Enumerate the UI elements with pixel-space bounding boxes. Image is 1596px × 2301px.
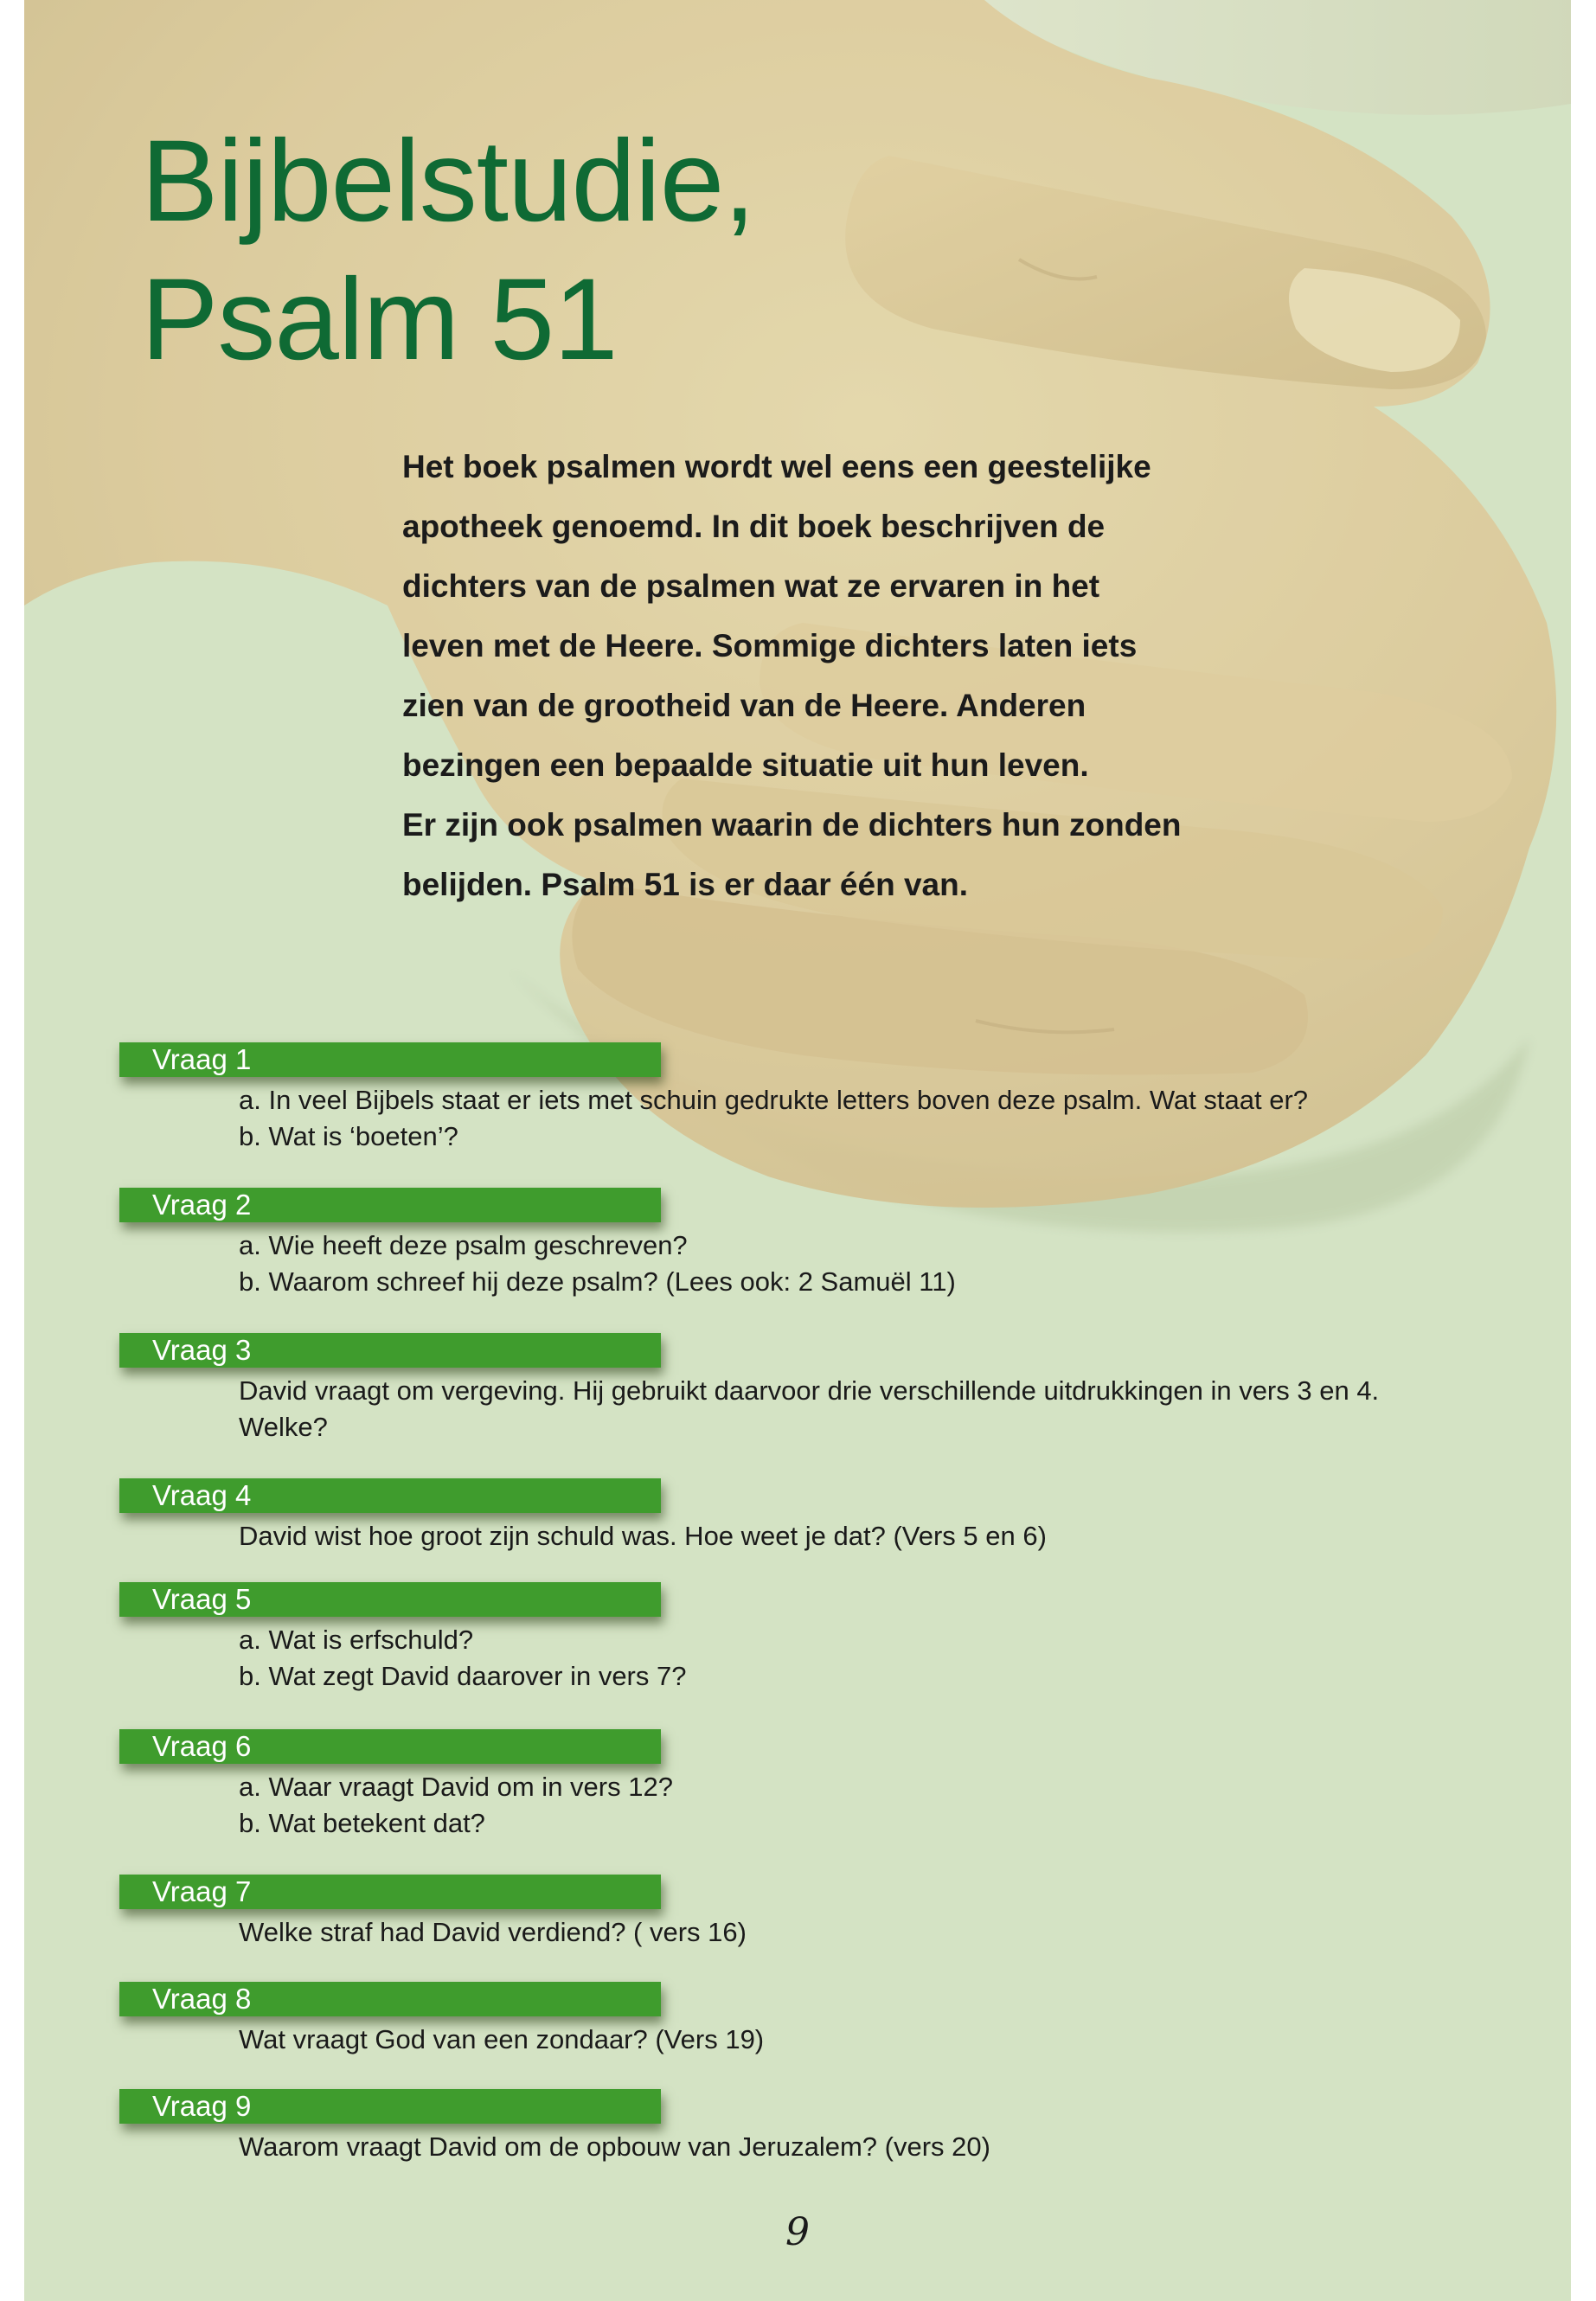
question-label: Vraag 3 (152, 1334, 252, 1366)
question-label: Vraag 1 (152, 1043, 252, 1075)
question-text (239, 1622, 1536, 1695)
question-text (239, 2022, 1536, 2058)
question-8 (24, 1982, 1571, 2058)
question-line: b. Wat betekent dat? (239, 1808, 485, 1838)
question-line: b. Wat is ‘boeten’? (239, 1121, 458, 1151)
question-5 (24, 1582, 1571, 1695)
intro-line: Het boek psalmen wordt wel eens een geestelijke (402, 449, 1151, 484)
question-label: Vraag 7 (152, 1875, 252, 1907)
question-line: David wist hoe groot zijn schuld was. Hoe weet je dat? (Vers 5 en 6) (239, 1521, 1047, 1551)
question-label: Vraag 6 (152, 1730, 252, 1762)
question-line: a. Wat is erfschuld? (239, 1625, 474, 1655)
intro-line: dichters van de psalmen wat ze ervaren in het (402, 568, 1100, 604)
question-line: a. Waar vraagt David om in vers 12? (239, 1772, 673, 1802)
question-text (239, 1914, 1536, 1951)
question-9 (24, 2089, 1571, 2165)
question-line: Welke straf had David verdiend? ( vers 16) (239, 1917, 747, 1947)
question-bar (119, 2089, 661, 2124)
title-line-1: Bijbelstudie, (141, 117, 755, 246)
question-line: b. Waarom schreef hij deze psalm? (Lees ook: 2 Samuël 11) (239, 1266, 956, 1297)
question-bar (119, 1729, 661, 1764)
question-line: Wat vraagt God van een zondaar? (Vers 19) (239, 2024, 765, 2054)
intro-line: apotheek genoemd. In dit boek beschrijven de (402, 509, 1106, 544)
intro-line: Er zijn ook psalmen waarin de dichters hun zonden (402, 807, 1182, 843)
question-bar (119, 1188, 661, 1222)
question-4 (24, 1478, 1571, 1554)
question-1 (24, 1042, 1571, 1155)
question-line: David vraagt om vergeving. Hij gebruikt daarvoor drie verschillende uitdrukkingen in vers 3 en 4. (239, 1375, 1380, 1406)
question-7 (24, 1875, 1571, 1951)
question-label: Vraag 9 (152, 2090, 252, 2122)
question-bar (119, 1333, 661, 1368)
question-line: Waarom vraagt David om de opbouw van Jeruzalem? (vers 20) (239, 2131, 990, 2162)
intro-line: bezingen een bepaalde situatie uit hun leven. (402, 747, 1089, 783)
question-text (239, 2129, 1536, 2165)
question-line: a. In veel Bijbels staat er iets met schuin gedrukte letters boven deze psalm. Wat staat er? (239, 1085, 1309, 1115)
question-list (24, 1042, 1571, 2165)
question-bar (119, 1042, 661, 1077)
question-text (239, 1769, 1536, 1842)
question-bar (119, 1582, 661, 1617)
question-bar (119, 1875, 661, 1909)
question-line: a. Wie heeft deze psalm geschreven? (239, 1230, 688, 1260)
question-2 (24, 1188, 1571, 1300)
question-text (239, 1082, 1536, 1155)
question-6 (24, 1729, 1571, 1842)
question-label: Vraag 4 (152, 1479, 252, 1511)
intro-line: leven met de Heere. Sommige dichters laten iets (402, 628, 1138, 663)
question-label: Vraag 8 (152, 1983, 252, 2015)
document-page (24, 0, 1571, 2301)
question-label: Vraag 5 (152, 1583, 252, 1615)
title-line-2: Psalm 51 (141, 255, 618, 384)
question-text (239, 1373, 1536, 1445)
question-text (239, 1227, 1536, 1300)
question-line: b. Wat zegt David daarover in vers 7? (239, 1661, 687, 1691)
intro-paragraph (402, 437, 1267, 914)
question-line: Welke? (239, 1412, 328, 1442)
question-3 (24, 1333, 1571, 1445)
page-number: 9 (785, 2210, 810, 2254)
page-title (141, 112, 755, 389)
intro-line: belijden. Psalm 51 is er daar één van. (402, 867, 968, 902)
question-bar (119, 1478, 661, 1513)
question-label: Vraag 2 (152, 1189, 252, 1221)
question-bar (119, 1982, 661, 2016)
question-text (239, 1518, 1536, 1554)
intro-line: zien van de grootheid van de Heere. Anderen (402, 688, 1086, 723)
